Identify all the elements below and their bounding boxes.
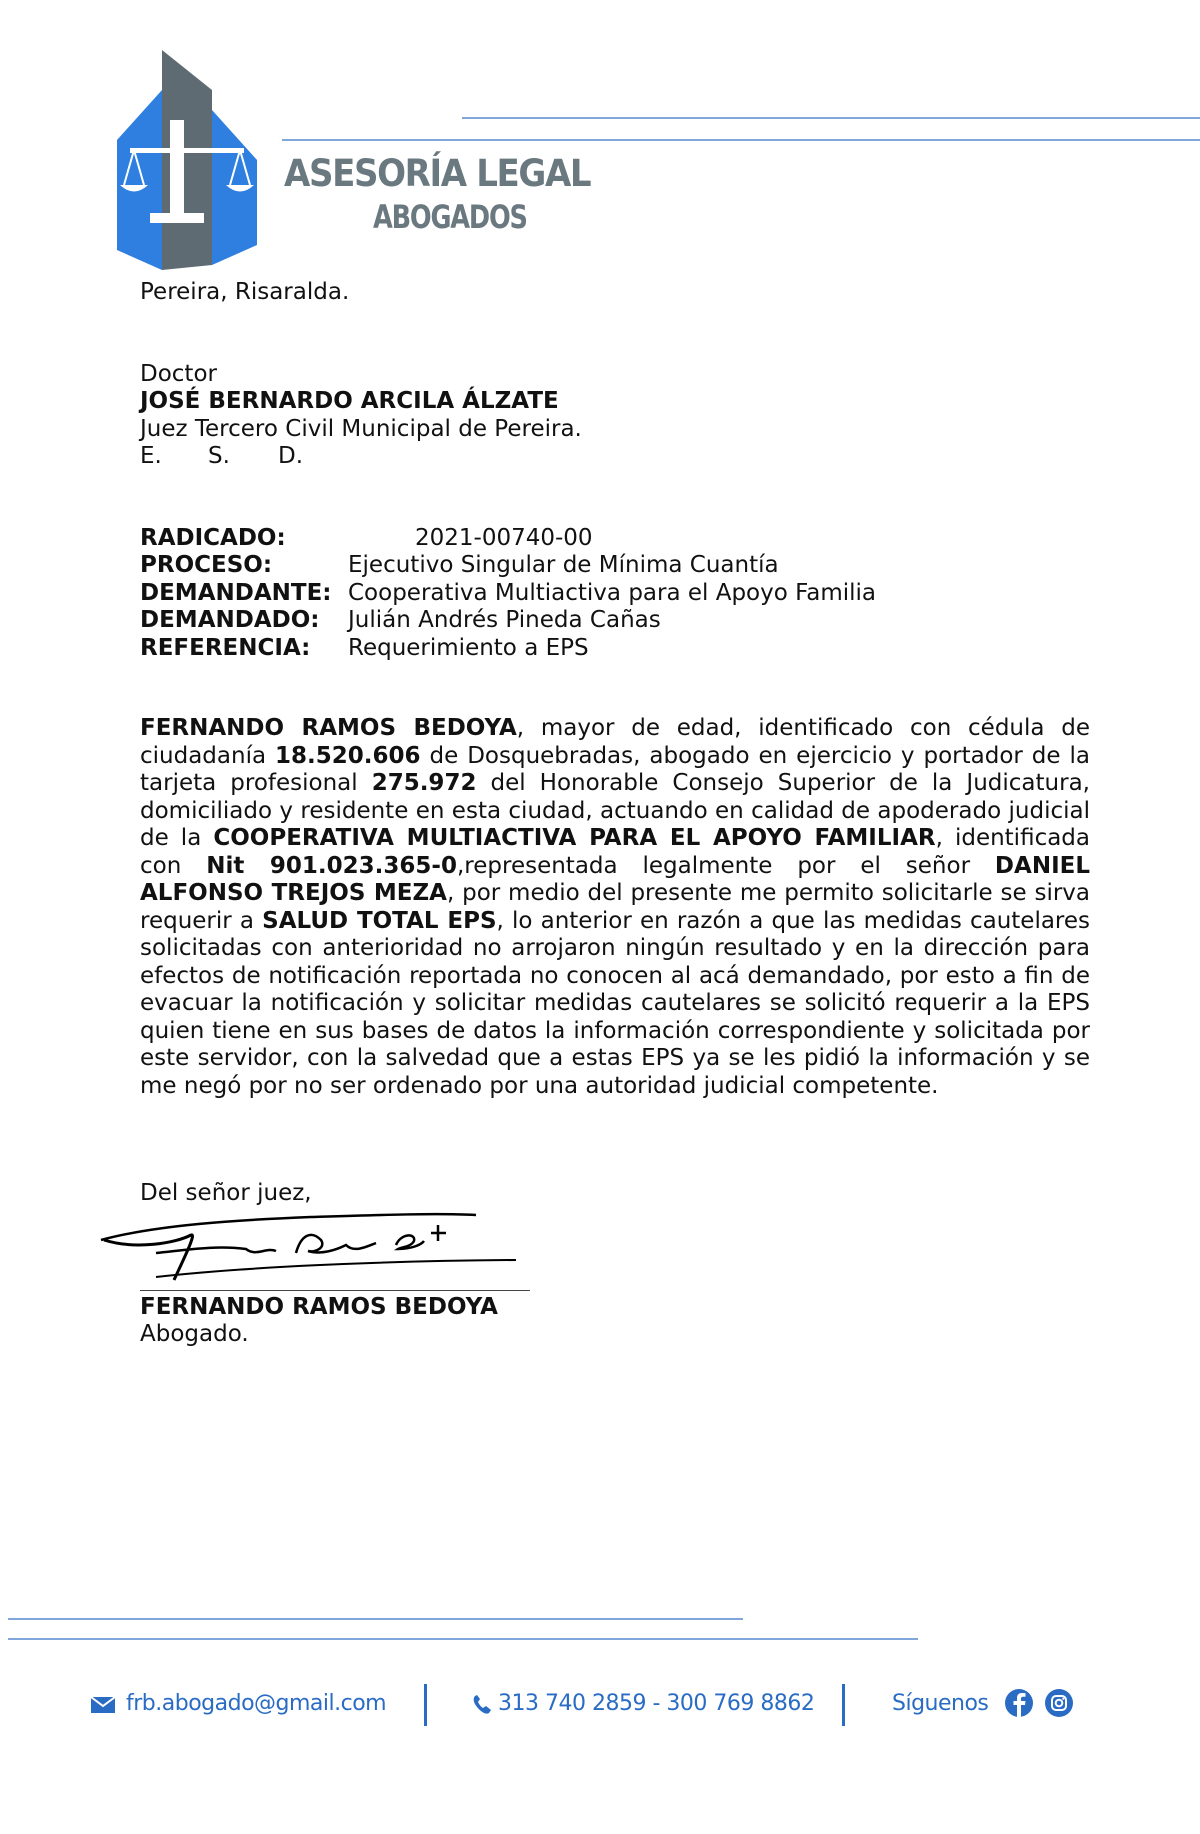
footer-email[interactable]: frb.abogado@gmail.com xyxy=(126,1691,387,1716)
brand-subtitle: ABOGADOS xyxy=(373,198,527,236)
signature-line xyxy=(140,1290,530,1291)
footer-rule-top xyxy=(8,1618,743,1620)
attorney-name: FERNANDO RAMOS BEDOYA xyxy=(140,715,517,741)
cooperative-name: COOPERATIVA MULTIACTIVA PARA EL APOYO FAMILIAR xyxy=(213,825,936,851)
handwritten-signature xyxy=(96,1195,536,1295)
case-value-referencia: Requerimiento a EPS xyxy=(348,635,589,661)
eps-name: SALUD TOTAL EPS xyxy=(262,907,497,934)
footer-social-label: Síguenos xyxy=(892,1691,989,1716)
body-paragraph: FERNANDO RAMOS BEDOYA, mayor de edad, identificado con cédula de ciudadanía 18.520.606 de Dosquebradas, abogado en ejercicio y portador de la tarjeta profesional 275.972 del Honorable Consejo Superior de la Judicatura, domiciliado y residente en esta ciudad, actuando en calidad de apoderado judicial de la COOPERATIVA MULTIACTIVA PARA EL APOYO FAMILIAR, identificada con Nit 901.023.365-0,representada legalmente por el señor DANIEL ALFONSO TREJOS MEZA, por medio del presente me permito solicitarle se sirva requerir a SALUD TOTAL EPS, lo anterior en razón a que las medidas cautelares solicitadas con anterioridad no arrojaron ningún resultado y en la dirección para efectos de notificación reportada no conocen al acá demandado, por esto a fin de evacuar la notificación y solicitar medidas cautelares se solicitó requerir a la EPS quien tiene en sus bases de datos la información correspondiente y solicitada por este servidor, con la salvedad que a estas EPS ya se les pidió la información y se me negó por no ser ordenado por una autoridad judicial competente. xyxy=(140,715,1091,1099)
recipient-title: Juez Tercero Civil Municipal de Pereira. xyxy=(140,416,582,442)
case-value-radicado: 2021-00740-00 xyxy=(415,525,593,551)
mail-icon xyxy=(90,1696,116,1714)
esd-d: D. xyxy=(278,443,304,469)
facebook-icon[interactable] xyxy=(1004,1688,1034,1718)
case-label-demandante: DEMANDANTE: xyxy=(140,580,332,606)
signer-role: Abogado. xyxy=(140,1321,249,1347)
closing-greeting: Del señor juez, xyxy=(140,1180,312,1206)
signer-name: FERNANDO RAMOS BEDOYA xyxy=(140,1294,498,1320)
firm-logo xyxy=(112,50,262,270)
case-value-demandante: Cooperativa Multiactiva para el Apoyo Familia xyxy=(348,580,877,606)
professional-card: 275.972 xyxy=(371,770,477,796)
footer-phones[interactable]: 313 740 2859 - 300 769 8862 xyxy=(498,1691,815,1716)
brand-name: ASESORÍA LEGAL xyxy=(284,152,591,195)
esd-s: S. xyxy=(208,443,230,469)
case-value-proceso: Ejecutivo Singular de Mínima Cuantía xyxy=(348,552,779,578)
footer-divider-1 xyxy=(424,1684,427,1726)
case-label-radicado: RADICADO: xyxy=(140,525,286,551)
footer-divider-2 xyxy=(842,1684,845,1726)
phone-icon xyxy=(472,1694,492,1716)
case-value-demandado: Julián Andrés Pineda Cañas xyxy=(348,607,661,633)
header-rule-top xyxy=(462,117,1200,119)
esd-e: E. xyxy=(140,443,162,469)
case-label-demandado: DEMANDADO: xyxy=(140,607,320,633)
instagram-icon[interactable] xyxy=(1044,1688,1074,1718)
recipient-salutation: Doctor xyxy=(140,361,217,387)
legal-representative: DANIEL ALFONSO TREJOS MEZA xyxy=(140,852,1090,906)
nit-number: Nit 901.023.365-0 xyxy=(206,852,457,879)
recipient-name: JOSÉ BERNARDO ARCILA ÁLZATE xyxy=(140,388,559,414)
case-label-referencia: REFERENCIA: xyxy=(140,635,311,661)
id-number: 18.520.606 xyxy=(275,742,421,769)
place-line: Pereira, Risaralda. xyxy=(140,279,350,305)
case-label-proceso: PROCESO: xyxy=(140,552,273,578)
header-rule-bottom xyxy=(282,139,1200,141)
footer-rule-bottom xyxy=(8,1638,918,1640)
